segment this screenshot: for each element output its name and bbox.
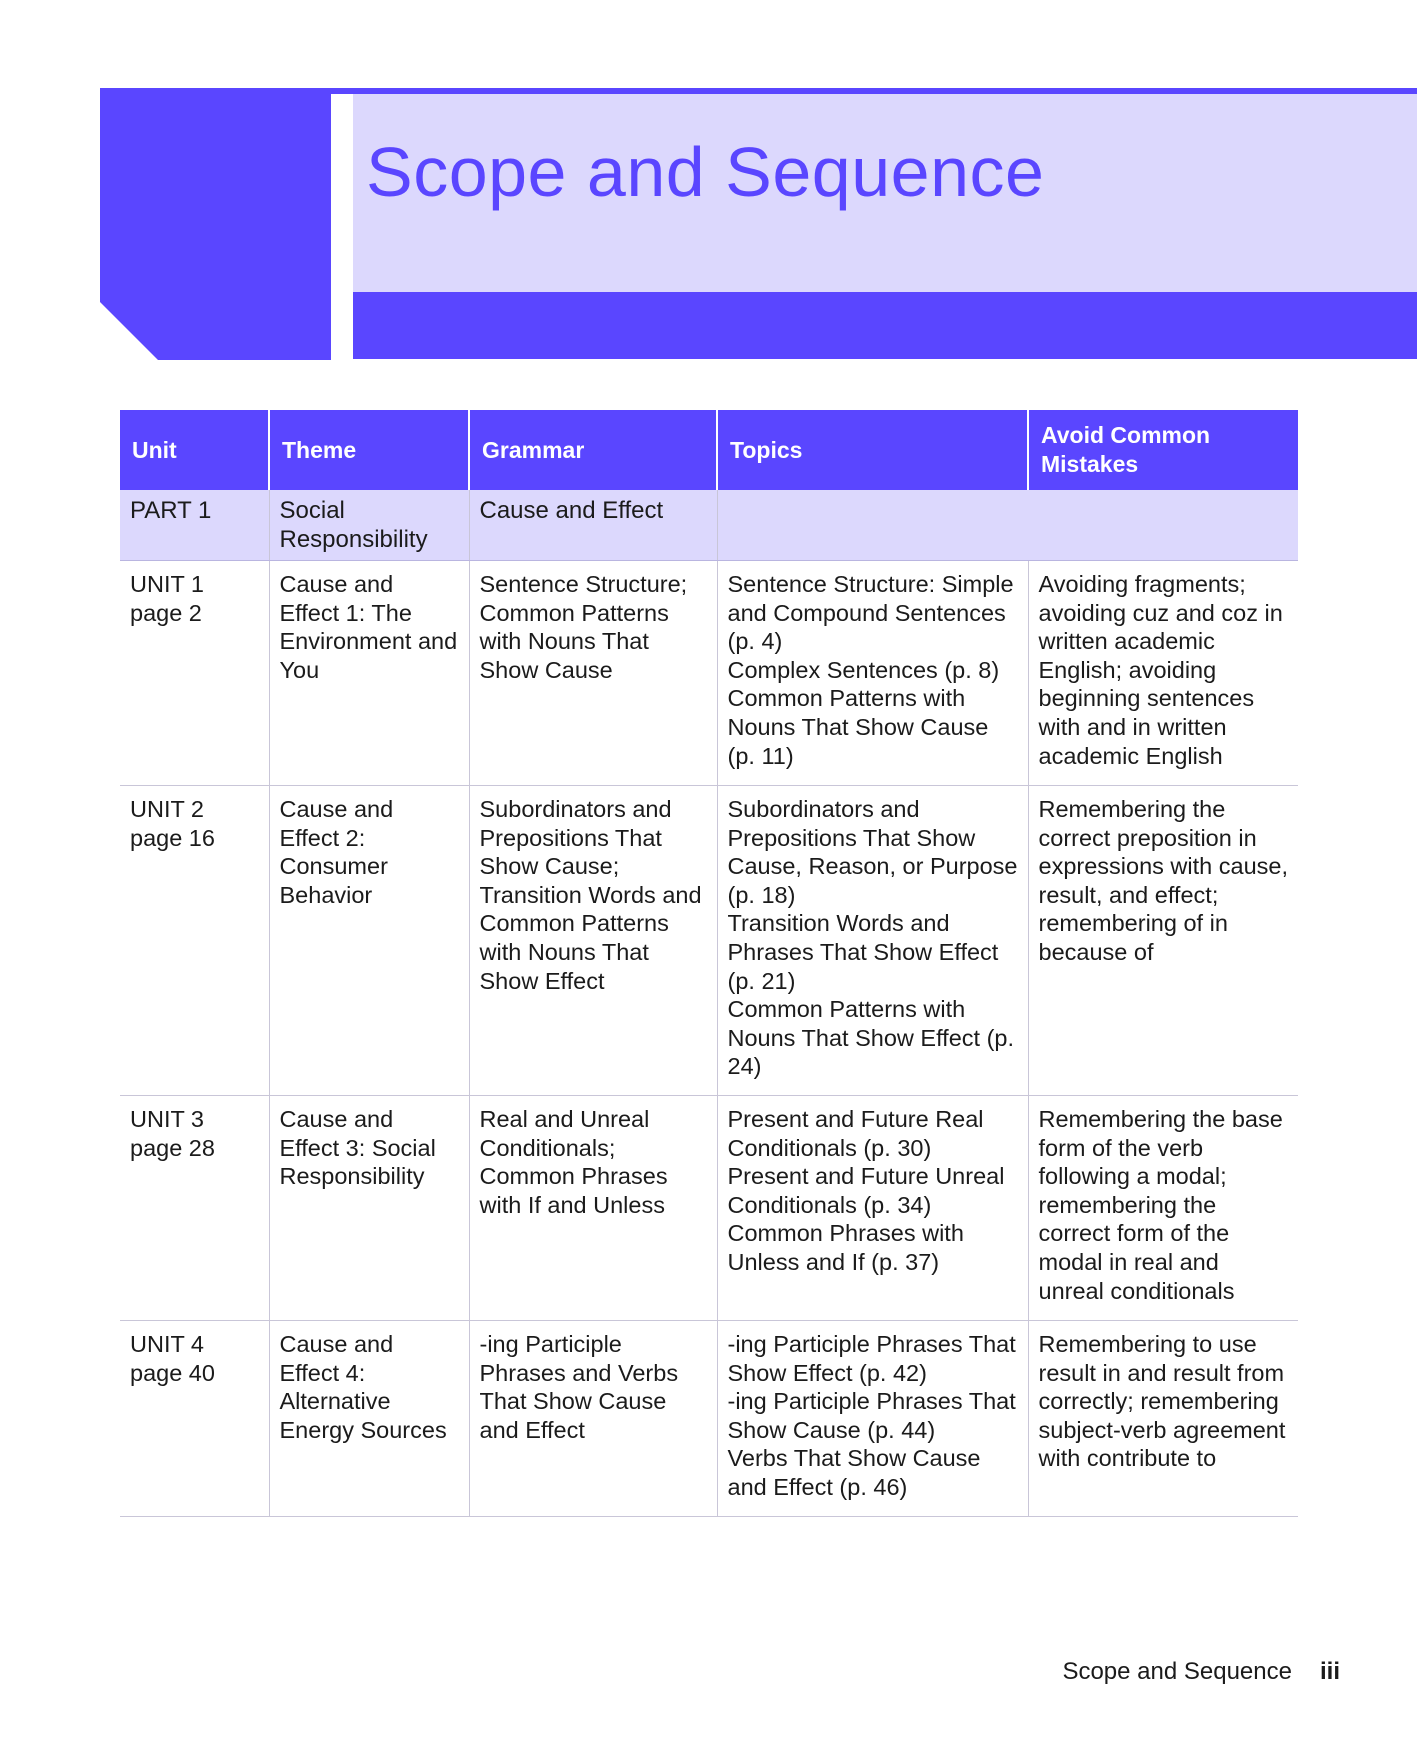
avoid-cell: Remembering the correct preposition in expressions with cause, result, and effect; remembering of in because of: [1028, 786, 1298, 1096]
avoid-cell: Avoiding fragments; avoiding cuz and coz in written academic English; avoiding beginning sentences with and in written academic English: [1028, 561, 1298, 786]
part-theme: Social Responsibility: [269, 490, 469, 561]
theme-cell: Cause and Effect 4: Alternative Energy Sources: [269, 1321, 469, 1517]
topics-cell: -ing Participle Phrases That Show Effect (p. 42) -ing Participle Phrases That Show Cause (p. 44) Verbs That Show Cause and Effect (p. 46): [717, 1321, 1028, 1517]
header-unit: Unit: [120, 410, 269, 490]
table-row: [120, 1321, 1298, 1517]
header-bottom-band: [353, 292, 1417, 359]
part-label: PART 1: [120, 490, 269, 561]
part-grammar: Cause and Effect: [469, 490, 717, 561]
topics-cell: Present and Future Real Conditionals (p. 30) Present and Future Unreal Conditionals (p. 34) Common Phrases with Unless and If (p. 37): [717, 1096, 1028, 1321]
unit-cell: UNIT 2 page 16: [120, 786, 269, 1096]
header-grammar: Grammar: [469, 410, 717, 490]
table-row: [120, 561, 1298, 786]
header-topics: Topics: [717, 410, 1028, 490]
scope-sequence-table: [120, 410, 1298, 1517]
topics-cell: Subordinators and Prepositions That Show Cause, Reason, or Purpose (p. 18) Transition Words and Phrases That Show Effect (p. 21) Common Patterns with Nouns That Show Effect (p. 24): [717, 786, 1028, 1096]
grammar-cell: Real and Unreal Conditionals; Common Phrases with If and Unless: [469, 1096, 717, 1321]
theme-cell: Cause and Effect 2: Consumer Behavior: [269, 786, 469, 1096]
table-row: [120, 786, 1298, 1096]
unit-cell: UNIT 3 page 28: [120, 1096, 269, 1321]
avoid-cell: Remembering the base form of the verb following a modal; remembering the correct form of the modal in real and unreal conditionals: [1028, 1096, 1298, 1321]
part-empty-cell: [717, 490, 1298, 561]
header-theme: Theme: [269, 410, 469, 490]
grammar-cell: Subordinators and Prepositions That Show Cause; Transition Words and Common Patterns with Nouns That Show Effect: [469, 786, 717, 1096]
table-row: [120, 1096, 1298, 1321]
unit-cell: UNIT 4 page 40: [120, 1321, 269, 1517]
table-header-row: [120, 410, 1298, 490]
grammar-cell: Sentence Structure; Common Patterns with Nouns That Show Cause: [469, 561, 717, 786]
page-number: iii: [1319, 1658, 1340, 1685]
theme-cell: Cause and Effect 3: Social Responsibility: [269, 1096, 469, 1321]
topics-cell: Sentence Structure: Simple and Compound Sentences (p. 4) Complex Sentences (p. 8) Common Patterns with Nouns That Show Cause (p. 11): [717, 561, 1028, 786]
page-footer: [1062, 1658, 1340, 1686]
theme-cell: Cause and Effect 1: The Environment and You: [269, 561, 469, 786]
page-title: Scope and Sequence: [366, 133, 1045, 211]
footer-running-title: Scope and Sequence: [1062, 1658, 1292, 1685]
avoid-cell: Remembering to use result in and result from correctly; remembering subject-verb agreement with contribute to: [1028, 1321, 1298, 1517]
unit-cell: UNIT 1 page 2: [120, 561, 269, 786]
part-row: [120, 490, 1298, 561]
header-side-block: [100, 90, 331, 360]
grammar-cell: -ing Participle Phrases and Verbs That Show Cause and Effect: [469, 1321, 717, 1517]
header-avoid-common-mistakes: Avoid Common Mistakes: [1028, 410, 1298, 490]
